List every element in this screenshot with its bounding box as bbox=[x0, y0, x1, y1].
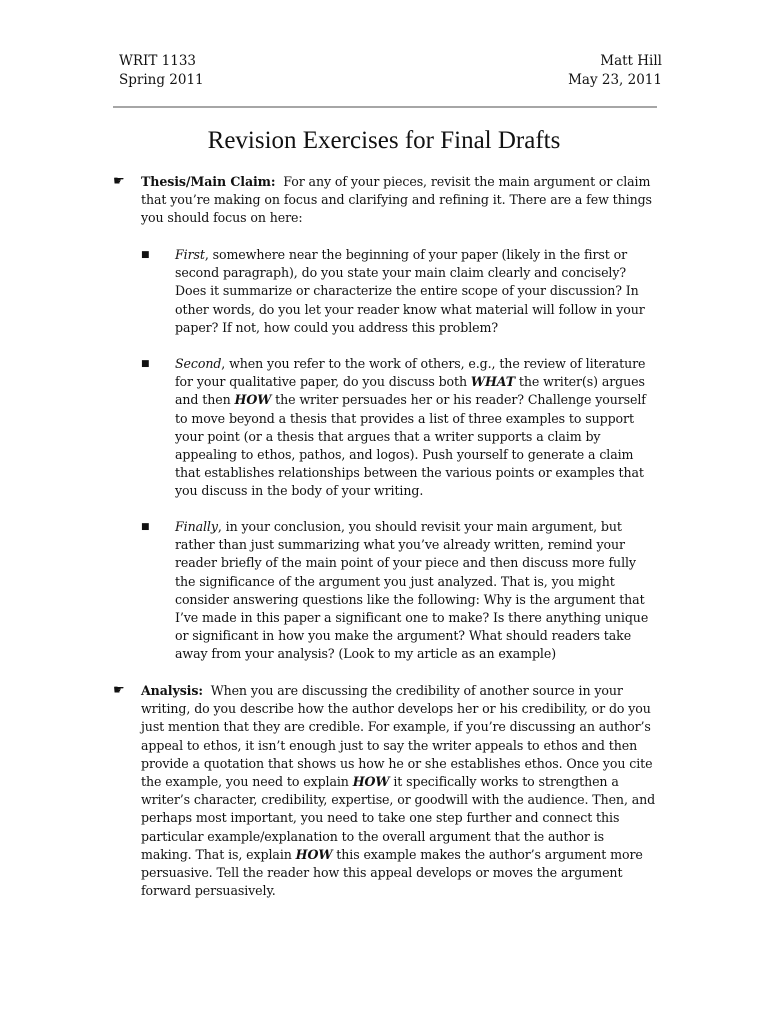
document-date: May 23, 2011 bbox=[568, 72, 662, 88]
analysis-paragraph bbox=[141, 682, 658, 900]
first-text: , somewhere near the beginning of your paper (likely in the first or second paragraph), do you state your main claim clearly and concisely? Does it summarize or characterize the entire scope of your discussion? In other words, do you let your reader know what material will follow in your paper? If not, how could you address this problem? bbox=[175, 247, 645, 335]
analysis-emph-2: HOW bbox=[295, 846, 333, 862]
section-thesis bbox=[113, 173, 658, 228]
list-item-finally bbox=[141, 518, 659, 664]
list-item-second bbox=[141, 355, 659, 501]
second-text-a: , when you refer to the work of others, e.g., the review of literature for your qualitative paper, do you discuss both bbox=[175, 356, 646, 390]
header-right bbox=[568, 52, 662, 90]
thesis-paragraph bbox=[141, 173, 658, 228]
thesis-intro: For any of your pieces, revisit the main argument or claim that you’re making on focus and clarifying and refining it. There are a few things you should focus on here: bbox=[141, 174, 652, 226]
second-emph-what: WHAT bbox=[470, 374, 516, 390]
finally-paragraph bbox=[175, 518, 659, 664]
pointing-hand-icon: ☛ bbox=[113, 174, 125, 189]
square-bullet-icon: ■ bbox=[141, 522, 150, 532]
header-left bbox=[119, 52, 204, 90]
analysis-text-c: this example makes the author’s argument more persuasive. Tell the reader how this appeal develops or moves the argument forward persuasively. bbox=[141, 846, 643, 899]
header-divider bbox=[113, 106, 657, 108]
first-paragraph bbox=[175, 246, 659, 337]
finally-lead: Finally bbox=[175, 519, 218, 534]
second-emph-how: HOW bbox=[234, 392, 272, 408]
pointing-hand-icon: ☛ bbox=[113, 683, 125, 698]
analysis-text-b: it specifically works to strengthen a writer’s character, credibility, expertise, or goodwill with the audience. Then, and perhaps most important, you need to take one step further and connect this particular example/explanation to the overall argument that the author is making. That is, explain bbox=[141, 774, 656, 862]
author-name: Matt Hill bbox=[600, 53, 662, 69]
second-lead: Second bbox=[175, 356, 222, 371]
first-lead: First bbox=[175, 247, 205, 262]
analysis-text-a: When you are discussing the credibility of another source in your writing, do you describe how the author develops her or his credibility, or do you just mention that they are credible. For example, if you’re discussing an author’s appeal to ethos, it isn’t enough just to say the writer appeals to ethos and then provide a quotation that shows us how he or she establishes ethos. Once you cite the example, you need to explain bbox=[141, 683, 653, 790]
section-analysis bbox=[113, 682, 658, 900]
second-text-b: the writer(s) argues and then bbox=[175, 374, 645, 408]
square-bullet-icon: ■ bbox=[141, 359, 150, 369]
term: Spring 2011 bbox=[119, 72, 204, 88]
analysis-emph-1: HOW bbox=[352, 774, 390, 790]
second-text-c: the writer persuades her or his reader? Challenge yourself to move beyond a thesis that provides a list of three examples to support your point (or a thesis that argues that a writer supports a claim by appealing to ethos, pathos, and logos). Push yourself to generate a claim that establishes relationships between the various points or examples that you discuss in the body of your writing. bbox=[175, 392, 646, 499]
list-item-first bbox=[141, 246, 659, 337]
finally-text: , in your conclusion, you should revisit your main argument, but rather than just summarizing what you’ve already written, remind your reader briefly of the main point of your piece and then discuss more fully the significance of the argument you just analyzed. That is, you might consider answering questions like the following: Why is the argument that I’ve made in this paper a significant one to make? Is there anything unique or significant in how you make the argument? What should readers take away from your analysis? (Look to my article as an example) bbox=[175, 519, 649, 662]
second-paragraph bbox=[175, 355, 659, 501]
thesis-heading: Thesis/Main Claim: bbox=[141, 174, 276, 189]
analysis-heading: Analysis: bbox=[141, 683, 203, 698]
square-bullet-icon: ■ bbox=[141, 250, 150, 260]
course-code: WRIT 1133 bbox=[119, 53, 197, 69]
page-title: Revision Exercises for Final Drafts bbox=[207, 127, 561, 154]
